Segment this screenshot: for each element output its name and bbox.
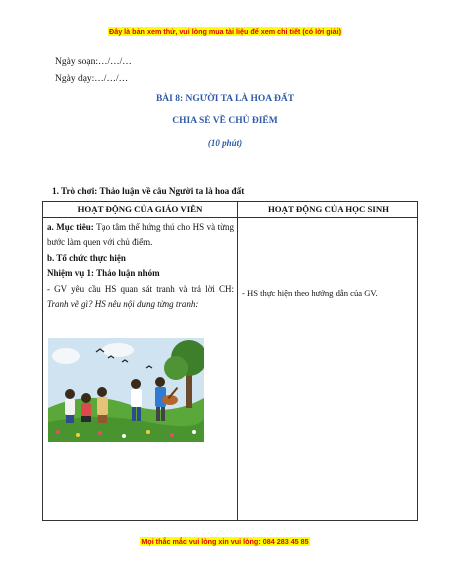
instruction <box>47 282 234 313</box>
objective-text: Tạo tâm thế hứng thú cho HS và từng bước làm quen với chủ điểm. <box>47 222 234 248</box>
cloud <box>102 343 134 357</box>
objective-label: a. Mục tiêu: <box>47 222 94 232</box>
instruction-question: Tranh vẽ gì? HS nêu nội dung từng tranh: <box>47 299 199 310</box>
tree-canopy <box>164 356 188 380</box>
table-header-row <box>43 202 417 218</box>
duration: (10 phút) <box>207 138 243 148</box>
objective <box>47 220 234 251</box>
header-student: HOẠT ĐỘNG CỦA HỌC SINH <box>267 204 390 214</box>
lesson-title: BÀI 8: NGƯỜI TA LÀ HOA ĐẤT <box>155 94 295 104</box>
organize-label: b. Tổ chức thực hiện <box>47 252 126 263</box>
activity-title: 1. Trò chơi: Thảo luận về câu Người ta là hoa đất <box>52 186 245 196</box>
date-taught: Ngày dạy:…/…/… <box>55 74 129 84</box>
date-prepared: Ngày soạn:…/…/… <box>55 57 132 67</box>
top-preview-banner: Đây là bản xem thử, vui lòng mua tài liệu để xem chi tiết (có lời giải) <box>109 27 341 36</box>
header-teacher: HOẠT ĐỘNG CỦA GIÁO VIÊN <box>77 204 203 214</box>
instruction-text: - GV yêu cầu HS quan sát tranh và trả lời CH: <box>47 283 234 294</box>
lesson-illustration <box>48 338 204 442</box>
teacher-cell <box>47 220 234 312</box>
task-label: Nhiệm vụ 1: Thảo luận nhóm <box>47 268 160 279</box>
section-title: CHIA SẺ VỀ CHỦ ĐIỂM <box>172 116 278 126</box>
bottom-contact-banner: Mọi thắc mắc vui lòng xin vui lòng: 084 283 45 85 <box>141 537 309 546</box>
cloud <box>52 348 80 364</box>
student-cell: - HS thực hiện theo hướng dẫn của GV. <box>242 288 378 298</box>
column-divider <box>237 202 238 520</box>
